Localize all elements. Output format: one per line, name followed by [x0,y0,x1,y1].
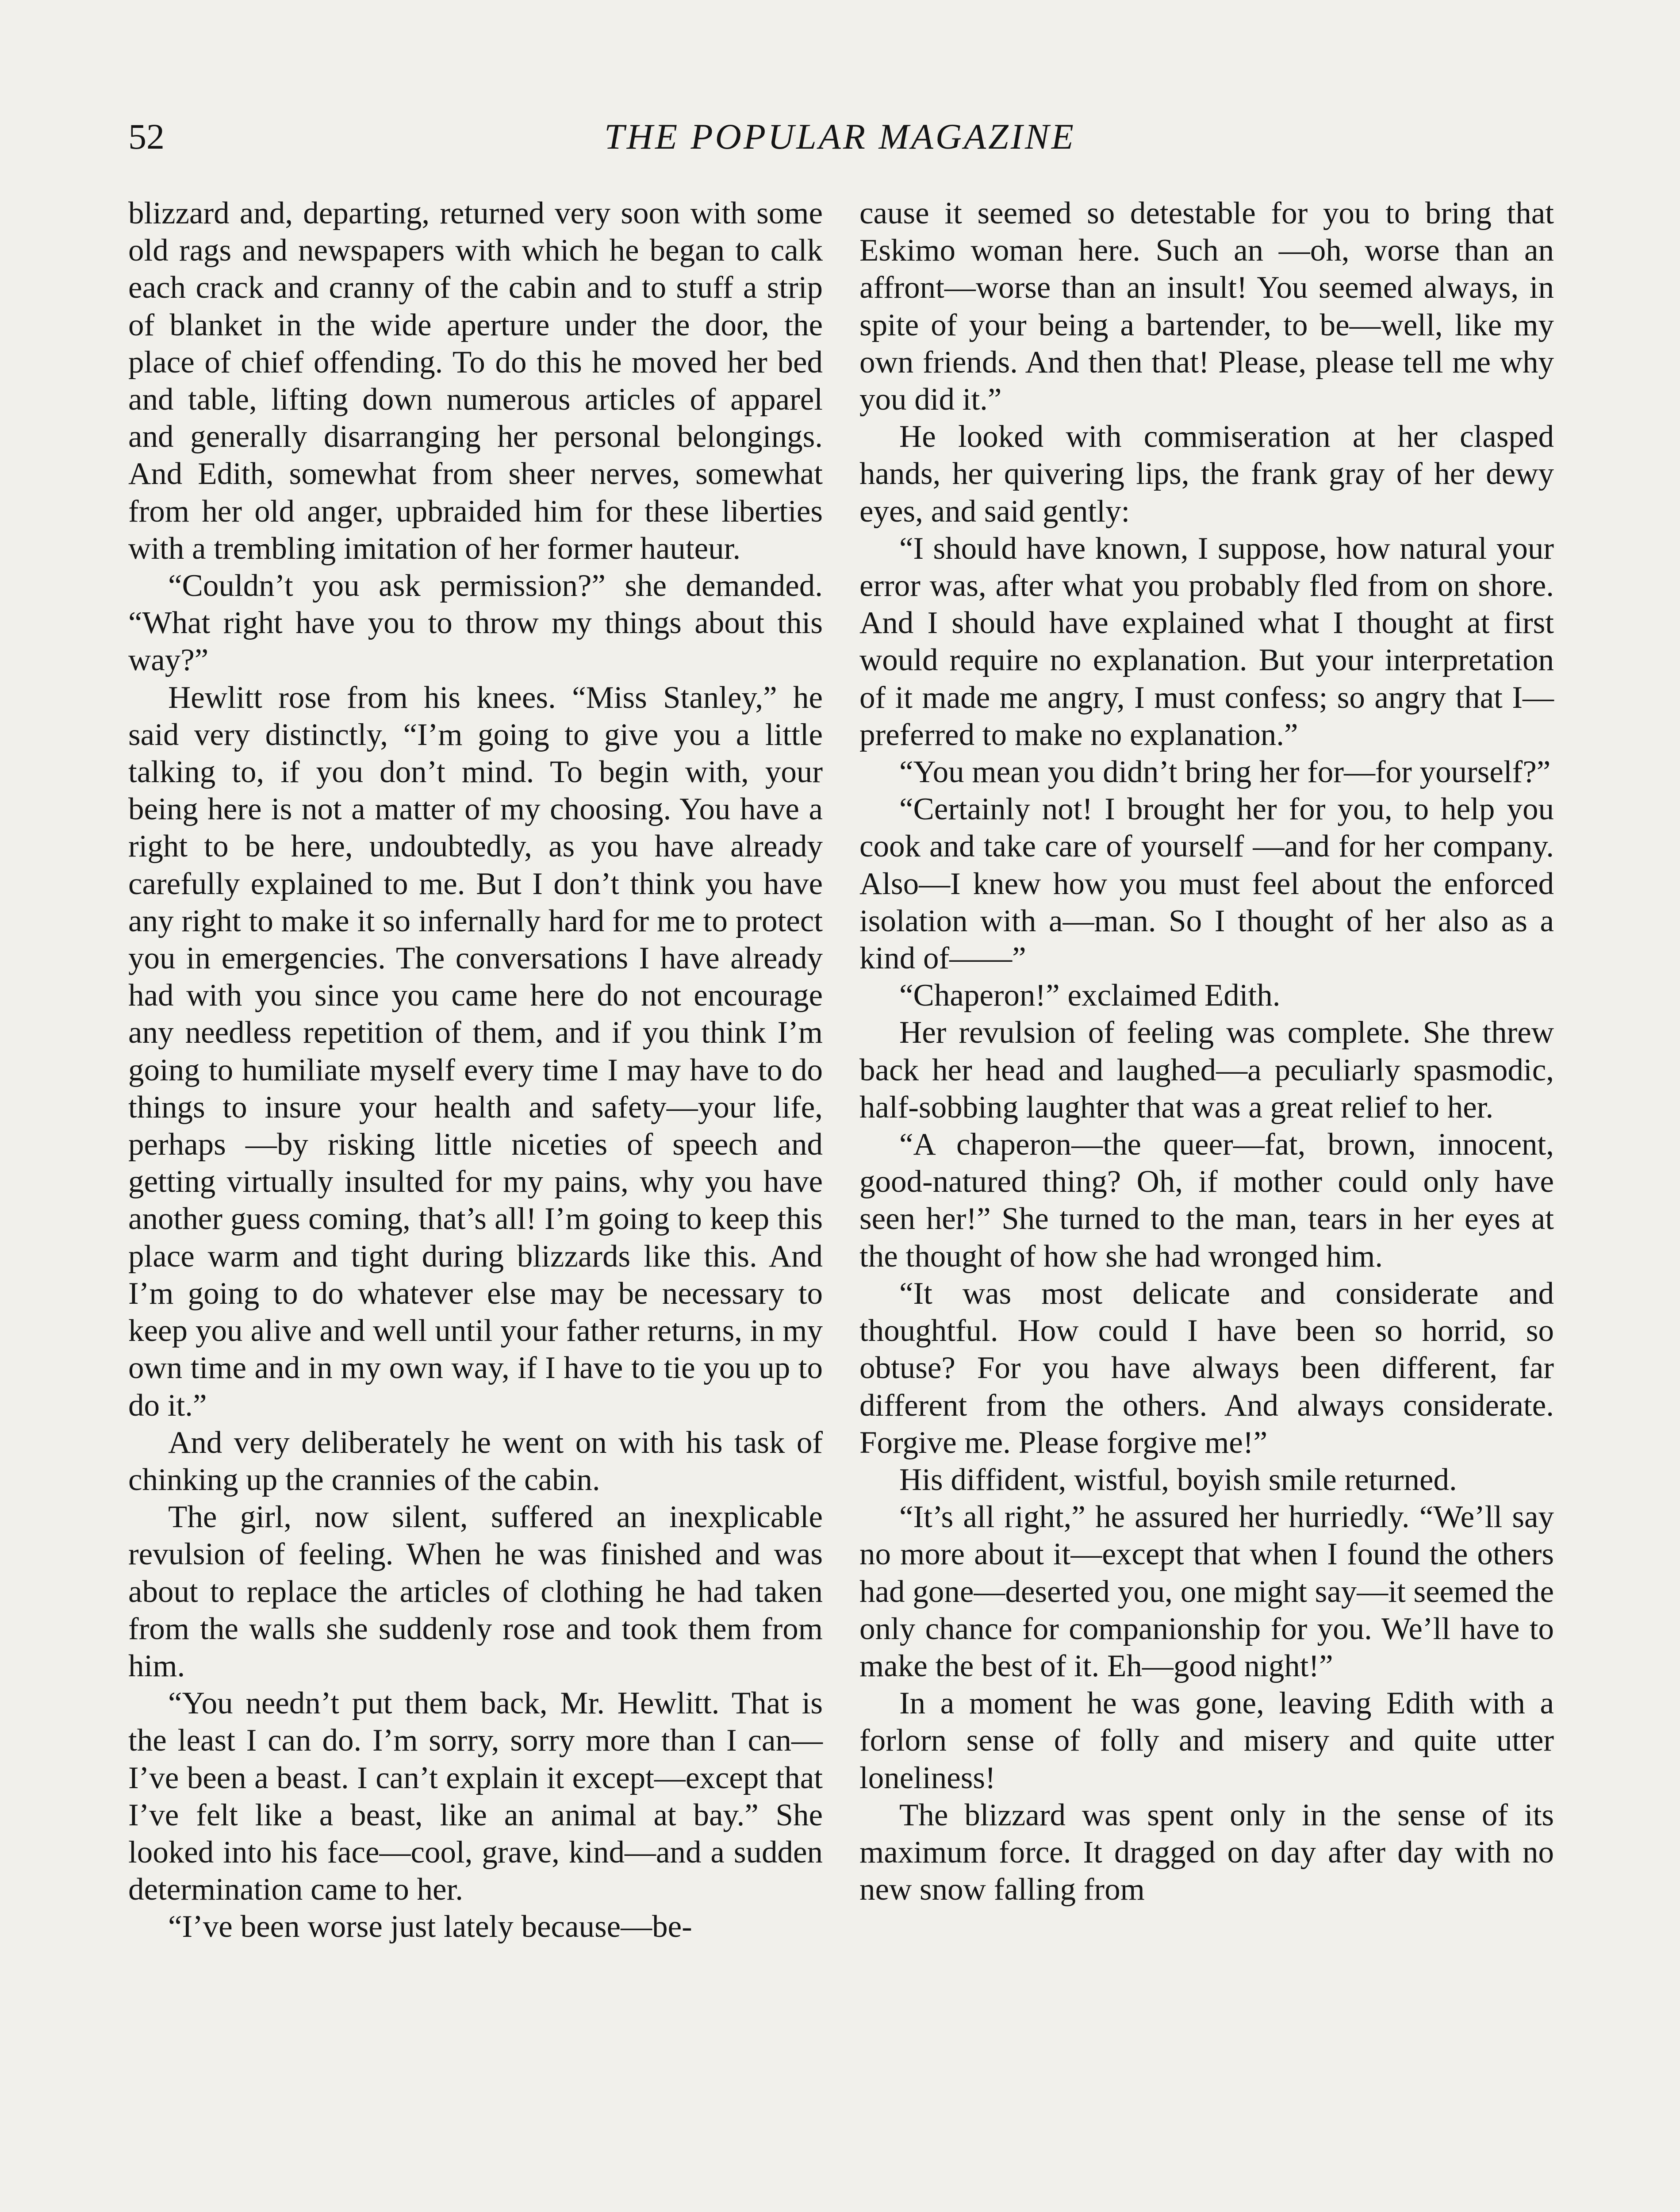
paragraph: “You needn’t put them back, Mr. Hewlitt. That is the least I can do. I’m sorry, sorry more than I can—I’ve been a beast. I can’t explain it except—except that I’ve felt like a beast, like an animal at bay.” She looked into his face—cool, grave, kind—and a sudden determination came to her. [128,1686,823,1907]
paragraph: cause it seemed so detestable for you to bring that Eskimo woman here. Such an —oh, worse than an affront—worse than an insult! You seemed always, in spite of your being a bartender, to be—well, like my own friends. And then that! Please, please tell me why you did it.” [859,196,1554,417]
paragraph: “Chaperon!” exclaimed Edith. [899,978,1281,1013]
running-title: THE POPULAR MAGAZINE [604,116,1076,157]
paragraph: “You mean you didn’t bring her for—for yourself?” [899,755,1551,790]
paragraph: “I should have known, I suppose, how natural your error was, after what you probably fled from on shore. And I should have explained what I thought at first would require no explanation. But your interpretation of it made me angry, I must confess; so angry that I—preferred to make no explanation.” [859,531,1554,752]
paragraph: “It was most delicate and considerate and thoughtful. How could I have been so horrid, so obtuse? For you have always been different, far different from the others. And always considerate. Forgive me. Please forgive me!” [859,1276,1554,1460]
paragraph: The blizzard was spent only in the sense of its maximum force. It dragged on day after day with no new snow falling from [859,1797,1554,1907]
paragraph: “Certainly not! I brought her for you, to help you cook and take care of yourself —and for her company. Also—I knew how you must feel about the enforced isolation with a—man. So I thought of her also as a kind of——” [859,792,1554,976]
left-text-column [128,195,823,1946]
paragraph: He looked with commiseration at her clasped hands, her quivering lips, the frank gray of her dewy eyes, and said gently: [859,419,1554,529]
paragraph: His diffident, wistful, boyish smile returned. [899,1462,1457,1497]
paragraph: “A chaperon—the queer—fat, brown, innocent, good-natured thing? Oh, if mother could only have seen her!” She turned to the man, tears in her eyes at the thought of how she had wronged him. [859,1127,1554,1274]
paragraph: “It’s all right,” he assured her hurriedly. “We’ll say no more about it—except that when I found the others had gone—deserted you, one might say—it seemed the only chance for companionship for you. We’ll have to make the best of it. Eh—good night!” [859,1500,1554,1683]
page-header [128,116,1552,165]
paragraph: blizzard and, departing, returned very soon with some old rags and newspapers with which he began to calk each crack and cranny of the cabin and to stuff a strip of blanket in the wide aperture under the door, the place of chief offending. To do this he moved her bed and table, lifting down numerous articles of apparel and generally disarranging her personal belongings. And Edith, somewhat from sheer nerves, somewhat from her old anger, upbraided him for these liberties with a trembling imitation of her former hauteur. [128,196,823,566]
paragraph: Her revulsion of feeling was complete. She threw back her head and laughed—a peculiarly spasmodic, half-sobbing laughter that was a great relief to her. [859,1015,1554,1125]
paragraph: The girl, now silent, suffered an inexplicable revulsion of feeling. When he was finished and was about to replace the articles of clothing he had taken from the walls she suddenly rose and took them from him. [128,1500,823,1683]
paragraph: And very deliberately he went on with his task of chinking up the crannies of the cabin. [128,1425,823,1497]
paragraph: In a moment he was gone, leaving Edith with a forlorn sense of folly and misery and quite utter loneliness! [859,1686,1554,1795]
right-text-column [859,195,1554,1908]
page-number: 52 [128,116,165,157]
paragraph: “Couldn’t you ask permission?” she demanded. “What right have you to throw my things about this way?” [128,568,823,678]
paragraph: Hewlitt rose from his knees. “Miss Stanley,” he said very distinctly, “I’m going to give you a little talking to, if you don’t mind. To begin with, your being here is not a matter of my choosing. You have a right to be here, undoubtedly, as you have already carefully explained to me. But I don’t think you have any right to make it so infernally hard for me to protect you in emergencies. The conversations I have already had with you since you came here do not encourage any needless repetition of them, and if you think I’m going to humiliate myself every time I may have to do things to insure your health and safety—your life, perhaps —by risking little niceties of speech and getting virtually insulted for my pains, why you have another guess coming, that’s all! I’m going to keep this place warm and tight during blizzards like this. And I’m going to do whatever else may be necessary to keep you alive and well until your father returns, in my own time and in my own way, if I have to tie you up to do it.” [128,680,823,1423]
paragraph: “I’ve been worse just lately because—be- [168,1909,692,1944]
